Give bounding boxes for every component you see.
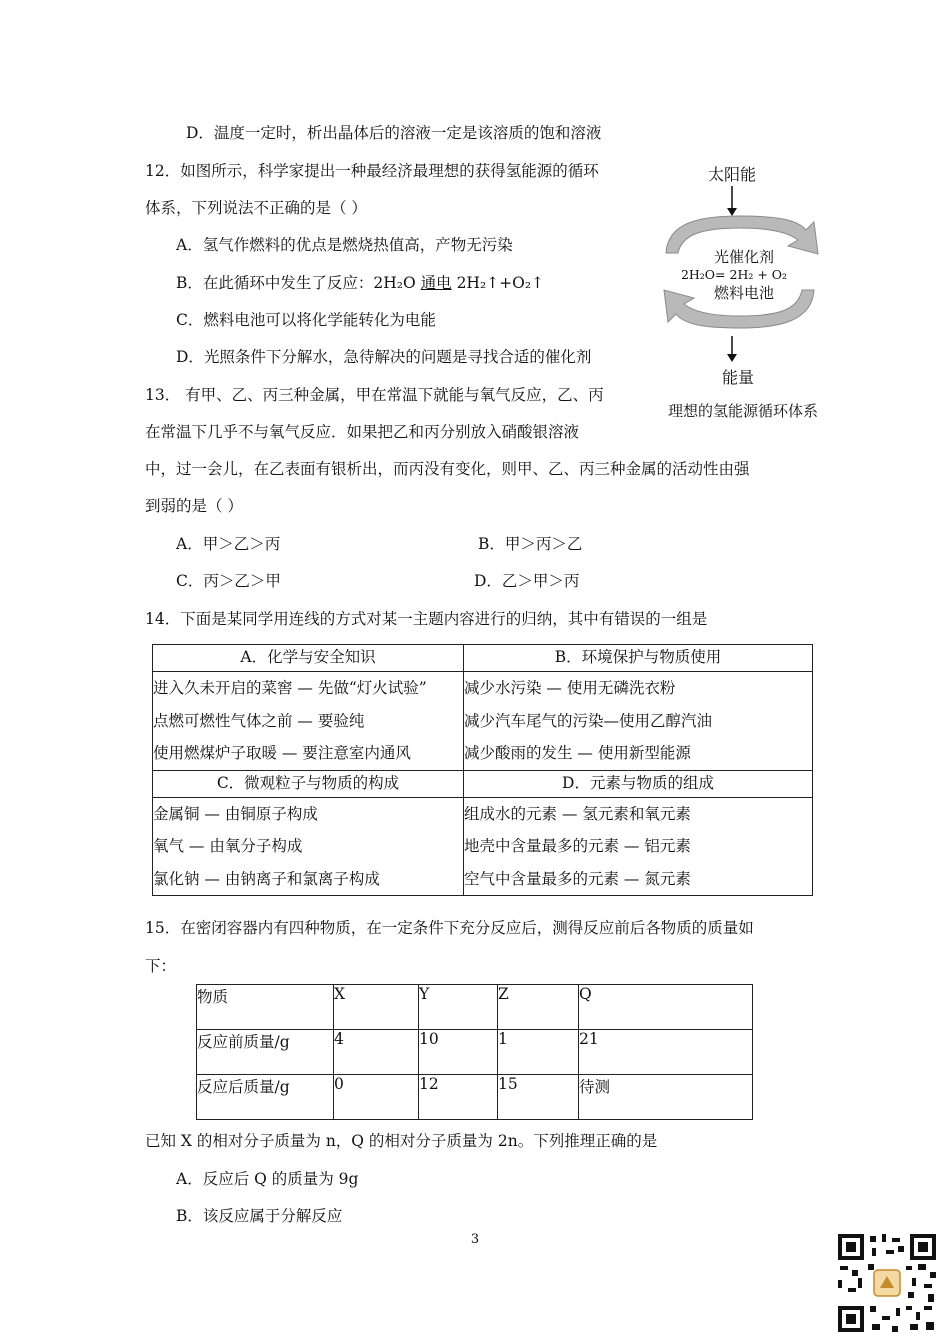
q13-line2: 在常温下几乎不与氧气反应．如果把乙和丙分别放入硝酸银溶液 [145, 423, 580, 441]
q14-a-header: A．化学与安全知识 [153, 645, 464, 672]
q12-option-d: D．光照条件下分解水，急待解决的问题是寻找合适的催化剂 [176, 348, 592, 366]
q13-line1: 13． 有甲、乙、丙三种金属，甲在常温下就能与氧气反应，乙、丙 [145, 386, 604, 404]
diagram-fuel-cell-label: 燃料电池 [713, 284, 775, 302]
q15-cell: 反应后质量/g [197, 1075, 334, 1120]
q15-header-cell: Z [498, 985, 579, 1030]
q12-option-a: A．氢气作燃料的优点是燃烧热值高，产物无污染 [176, 236, 513, 254]
q12-option-b-prefix: B．在此循环中发生了反应：2H₂O [176, 274, 421, 292]
q14-c-cell [153, 797, 464, 896]
q15-cell: 21 [579, 1030, 753, 1075]
q14-b-item: 减少水污染 — 使用无磷洗衣粉 [464, 679, 676, 697]
q12-stem-line1: 12．如图所示，科学家提出一种最经济最理想的获得氢能源的循环 [145, 162, 599, 180]
q12-option-b [176, 272, 544, 294]
q14-d-cell [464, 797, 813, 896]
q15-cell: 待测 [579, 1075, 753, 1120]
q15-header-cell: Q [579, 985, 753, 1030]
hydrogen-cycle-diagram [648, 158, 838, 428]
q15-option-a: A．反应后 Q 的质量为 9g [176, 1170, 359, 1188]
q15-header-cell: 物质 [197, 985, 334, 1030]
diagram-caption: 理想的氢能源循环体系 [667, 402, 819, 420]
q14-c-item: 氧气 — 由氧分子构成 [153, 837, 303, 855]
q15-stem-line2: 下： [145, 957, 177, 975]
qr-code-svg [836, 1232, 938, 1334]
q11-option-d: D．温度一定时，析出晶体后的溶液一定是该溶质的饱和溶液 [186, 124, 602, 142]
q13-option-c: C．丙＞乙＞甲 [176, 572, 281, 590]
q15-cell: 15 [498, 1075, 579, 1120]
q15-cell: 12 [419, 1075, 498, 1120]
q15-cell: 1 [498, 1030, 579, 1075]
q15-table [196, 984, 753, 1120]
q14-b-item: 减少汽车尾气的污染—使用乙醇汽油 [464, 711, 713, 730]
q14-a-item: 进入久未开启的菜窖 — 先做“灯火试验” [153, 679, 427, 697]
q14-c-header: C．微观粒子与物质的构成 [153, 770, 464, 797]
q15-note: 已知 X 的相对分子质量为 n，Q 的相对分子质量为 2n。下列推理正确的是 [145, 1132, 658, 1150]
q15-cell: 反应前质量/g [197, 1030, 334, 1075]
q14-b-item: 减少酸雨的发生 — 使用新型能源 [464, 744, 691, 762]
q13-option-a: A．甲＞乙＞丙 [176, 535, 281, 553]
q14-c-item: 氯化钠 — 由钠离子和氯离子构成 [153, 869, 380, 888]
table-row [197, 1030, 753, 1075]
page-number: 3 [470, 1232, 480, 1247]
q12-option-b-condition: 通电 [420, 274, 452, 292]
q14-table [152, 644, 813, 896]
q13-line3: 中，过一会儿，在乙表面有银析出，而丙没有变化，则甲、乙、丙三种金属的活动性由强 [145, 460, 750, 478]
q13-option-d: D．乙＞甲＞丙 [474, 572, 580, 590]
q14-stem: 14．下面是某同学用连线的方式对某一主题内容进行的归纳，其中有错误的一组是 [145, 610, 708, 628]
q14-b-cell [464, 672, 813, 771]
diagram-catalyst-label: 光催化剂 [713, 248, 775, 266]
diagram-top-label: 太阳能 [707, 165, 757, 184]
hydrogen-cycle-svg [648, 158, 838, 428]
q15-header-cell: Y [419, 985, 498, 1030]
q14-a-item: 使用燃煤炉子取暖 — 要注意室内通风 [153, 744, 411, 762]
diagram-equation: 2H₂O= 2H₂ + O₂ [680, 267, 788, 282]
energy-arrow-head [727, 354, 737, 362]
q15-cell: 4 [334, 1030, 419, 1075]
q14-a-item: 点燃可燃性气体之前 — 要验纯 [153, 711, 365, 730]
q15-cell: 0 [334, 1075, 419, 1120]
sun-arrow-head [727, 208, 737, 216]
diagram-bottom-label: 能量 [721, 368, 755, 387]
q14-c-item: 金属铜 — 由铜原子构成 [153, 804, 318, 823]
q12-option-b-suffix: 2H₂↑+O₂↑ [451, 274, 545, 292]
table-row [197, 1075, 753, 1120]
q15-cell: 10 [419, 1030, 498, 1075]
q12-option-c: C．燃料电池可以将化学能转化为电能 [176, 311, 436, 329]
q15-stem-line1: 15．在密闭容器内有四种物质，在一定条件下充分反应后，测得反应前后各物质的质量如 [145, 919, 754, 937]
q14-a-cell [153, 672, 464, 771]
q14-b-header: B．环境保护与物质使用 [464, 645, 813, 672]
q15-option-b: B．该反应属于分解反应 [176, 1207, 343, 1225]
q14-d-item: 组成水的元素 — 氢元素和氧元素 [464, 804, 691, 823]
q14-d-item: 地壳中含量最多的元素 — 铝元素 [464, 837, 691, 855]
q13-line4: 到弱的是（ ） [145, 497, 243, 515]
q14-d-item: 空气中含量最多的元素 — 氮元素 [464, 869, 691, 888]
qr-code [836, 1232, 938, 1334]
q12-stem-line2: 体系，下列说法不正确的是（ ） [145, 199, 367, 217]
q13-option-b: B．甲＞丙＞乙 [478, 535, 583, 553]
q15-header-cell: X [334, 985, 419, 1030]
q14-d-header: D．元素与物质的组成 [464, 770, 813, 797]
